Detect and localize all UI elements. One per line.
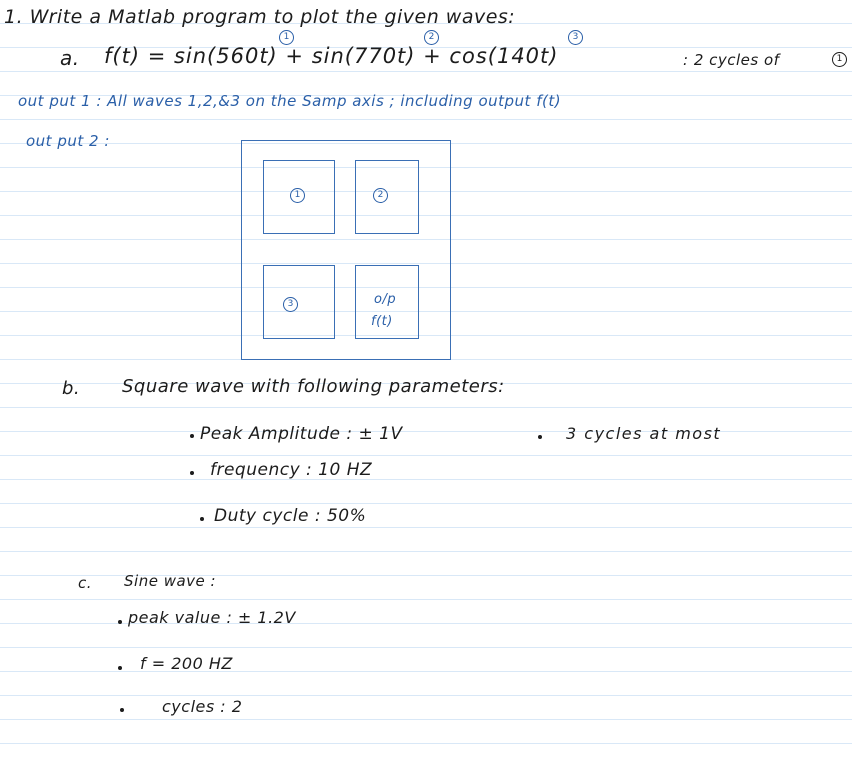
part-b-item: frequency : 10 HZ	[210, 460, 373, 480]
subplot-2-marker: 2	[373, 188, 388, 203]
part-b-side-bullet	[538, 435, 542, 439]
subplot-3-marker: 3	[283, 297, 298, 312]
part-a-equation: f(t) = sin(560t) + sin(770t) + cos(140t)	[104, 44, 559, 68]
part-c-bullet	[120, 708, 124, 712]
part-b-side-note: 3 cycles at most	[566, 424, 722, 443]
wave-1-marker: 1	[279, 30, 294, 45]
part-b-heading: Square wave with following parameters:	[122, 376, 505, 397]
part-b-bullet	[200, 517, 204, 521]
part-a-note: : 2 cycles of	[683, 51, 780, 69]
part-b-item: Peak Amplitude : ± 1V	[200, 424, 403, 444]
wave-3-marker: 3	[568, 30, 583, 45]
part-c-item: cycles : 2	[162, 697, 243, 716]
part-a-note-marker: 1	[832, 52, 847, 67]
part-b-bullet	[190, 434, 194, 438]
wave-2-marker: 2	[424, 30, 439, 45]
part-c-label: c.	[78, 574, 93, 592]
part-b-item: Duty cycle : 50%	[214, 506, 367, 526]
part-a-label: a.	[60, 46, 80, 70]
part-c-heading: Sine wave :	[124, 572, 217, 590]
subplot-3	[263, 265, 335, 339]
part-b-bullet	[190, 471, 194, 475]
subplot-1-marker: 1	[290, 188, 305, 203]
output-1-text: out put 1 : All waves 1,2,&3 on the Samp axis ; including output f(t)	[18, 92, 562, 110]
question-title: 1. Write a Matlab program to plot the given waves:	[4, 6, 516, 28]
part-c-item: peak value : ± 1.2V	[128, 608, 296, 627]
part-c-bullet	[118, 666, 122, 670]
output-2-label: out put 2 :	[26, 132, 110, 150]
subplot-4-line-2: f(t)	[371, 314, 393, 329]
part-c-bullet	[118, 620, 122, 624]
subplot-4-line-1: o/p	[374, 292, 397, 307]
part-b-label: b.	[62, 378, 81, 399]
part-c-item: f = 200 HZ	[140, 654, 233, 673]
